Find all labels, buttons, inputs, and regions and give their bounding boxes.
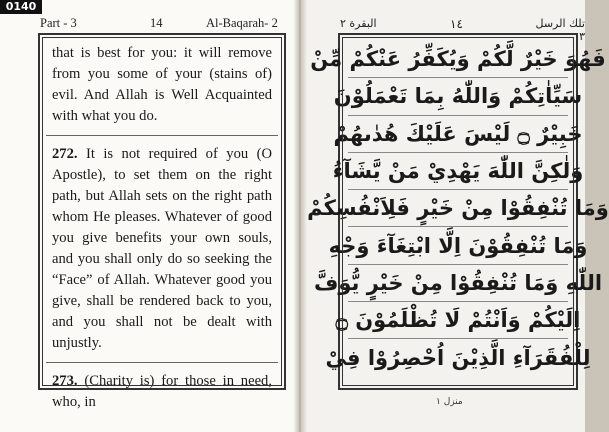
arabic-header-left: تلك الرسل ٣ bbox=[535, 17, 585, 43]
part-label: Part - 3 bbox=[40, 16, 77, 30]
translation-frame bbox=[38, 33, 286, 410]
arabic-line: خَبِيْرٌ ۝ لَيْسَ عَلَيْكَ هُدٰىهُمْ bbox=[348, 116, 568, 153]
arabic-surah-label: البقرة ٢ bbox=[340, 17, 377, 30]
surah-label: Al-Baqarah- 2 bbox=[206, 16, 278, 30]
arabic-text-frame bbox=[307, 33, 609, 390]
arabic-line: اِلَيْكُمْ وَاَنْتُمْ لَا تُظْلَمُوْنَ ۝ bbox=[348, 302, 568, 339]
verse-272 bbox=[52, 144, 272, 354]
divider bbox=[46, 362, 278, 363]
book-gutter bbox=[293, 0, 307, 432]
arabic-line: وَلٰكِنَّ اللّٰهَ يَهْدِيْ مَنْ يَّشَآءُ bbox=[348, 153, 568, 190]
verse-text: (Charity is) for those in need, who, in bbox=[52, 373, 272, 410]
arabic-line: وَمَا تُنْفِقُوْا مِنْ خَيْرٍ فَلِاَنْفُسِكُمْ bbox=[348, 190, 568, 227]
verse-number: 272. bbox=[52, 146, 78, 162]
arabic-line: وَمَا تُنْفِقُوْنَ اِلَّا ابْتِغَآءَ وَجْهِ bbox=[348, 227, 568, 264]
block-text: that is best for you: it will remove from you some of your (stains of) evil. And Allah is Well Acquainted with what you do. bbox=[52, 45, 272, 124]
verse-number: 273. bbox=[52, 373, 78, 389]
arabic-line: اللّٰهِ وَمَا تُنْفِقُوْا مِنْ خَيْرٍ يُّوَفَّ bbox=[348, 265, 568, 302]
arabic-page-number: ١٤ bbox=[450, 17, 463, 31]
image-badge: 0140 bbox=[0, 0, 42, 14]
page-number: 14 bbox=[150, 16, 163, 30]
verse-273 bbox=[52, 371, 272, 413]
divider bbox=[46, 135, 278, 136]
arabic-line: فَهُوَ خَيْرٌ لَّكُمْ وَيُكَفِّرُ عَنْكُمْ مِّنْ bbox=[348, 41, 568, 78]
translation-block bbox=[52, 43, 272, 127]
left-page bbox=[0, 0, 300, 432]
arabic-line: سَيِّاٰتِكُمْ وَاللّٰهُ بِمَا تَعْمَلُوْنَ bbox=[348, 78, 568, 115]
manzil-marker: منزل ١ bbox=[436, 397, 463, 407]
arabic-line: لِلْفُقَرَآءِ الَّذِيْنَ اُحْصِرُوْا فِيْ bbox=[325, 345, 591, 370]
verse-text: It is not required of you (O Apostle), to set them on the right path, but Allah sets on the right path whom He pleases. Whatever of good you give benefits your own souls, and you shall only do so seeking the “Face” of Allah. Whatever good you give, shall be rendered back to you, and you shall not be dealt with unjustly. bbox=[52, 146, 272, 351]
